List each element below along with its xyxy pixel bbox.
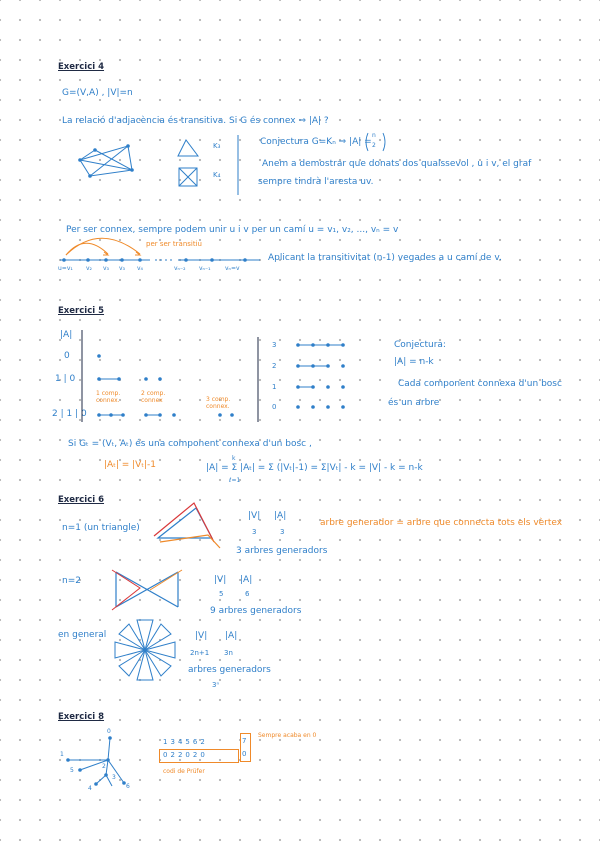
ex6-a-hdr-2: |A| bbox=[240, 575, 253, 585]
ex6-n1-count: 3 arbres generadors bbox=[236, 546, 328, 556]
ex6-n2-a: 6 bbox=[245, 590, 250, 598]
tree-node-5: 5 bbox=[70, 767, 74, 774]
ex5-row-2: 2 | 1 | 0 bbox=[52, 409, 87, 419]
k3-label: K₃ bbox=[213, 142, 221, 150]
ex6-n1-a: 3 bbox=[280, 528, 285, 536]
ex5-note-2: 2 comp. connex bbox=[141, 390, 166, 405]
tree-node-2: 2 bbox=[102, 763, 106, 770]
ex8-title: Exercici 8 bbox=[58, 712, 105, 722]
ex6-arbre-def: arbre generador = arbre que connecta tots els vèrtex bbox=[320, 518, 563, 528]
ex6-v-hdr-3: |V| bbox=[195, 631, 208, 641]
ex5-row-0: 0 bbox=[64, 351, 70, 361]
ex6-v-hdr-2: |V| bbox=[214, 575, 227, 585]
ex5-big-eq: |A| = Σ |Aₜ| = Σ (|Vₜ|-1) = Σ|Vₜ| - k = |V| - k = n-k bbox=[206, 463, 423, 473]
ex6-gen-count2: 3ⁿ bbox=[212, 681, 220, 689]
seq-top-last: 7 bbox=[242, 737, 247, 745]
tree-node-1: 1 bbox=[60, 751, 64, 758]
ex6-gen-a: 3n bbox=[224, 649, 233, 657]
sempre-acaba: Sempre acaba en 0 bbox=[258, 732, 317, 739]
tree-node-4: 4 bbox=[88, 785, 92, 792]
path-label-5: vₙ₋₂ bbox=[174, 265, 186, 272]
ex6-v-hdr-1: |V| bbox=[248, 511, 261, 521]
path-label-4: v₄ bbox=[137, 265, 143, 272]
ex5-right-row-1: 2 bbox=[272, 362, 277, 370]
ex6-n2: n=2 bbox=[62, 576, 81, 586]
tree-node-0: 0 bbox=[107, 728, 111, 735]
path-label-6: vₙ₋₁ bbox=[199, 265, 211, 272]
ex6-gen-v: 2n+1 bbox=[190, 649, 210, 657]
path-label-1: v₂ bbox=[86, 265, 92, 272]
ex6-gen-count1: arbres generadors bbox=[188, 665, 271, 675]
ex5-note-3: 3 comp. connex. bbox=[206, 396, 231, 411]
ex5-right-row-3: 0 bbox=[272, 403, 277, 411]
ex6-n2-v: 5 bbox=[219, 590, 224, 598]
ex5-right-row-0: 3 bbox=[272, 341, 277, 349]
seq-top: 134562 bbox=[163, 738, 208, 746]
path-label-7: vₙ=v bbox=[225, 265, 240, 272]
seq-bot-last: 0 bbox=[242, 750, 247, 758]
seq-bot: 022020 bbox=[163, 751, 208, 759]
ex4-line2: La relació d'adjacència és transitiva. Si G és connex ⇒ |A| ? bbox=[62, 116, 329, 126]
ex4-anem1: Anem a demostrar que donats dos qualssevol , u i v, el graf bbox=[262, 159, 532, 169]
ex5-conj2: |A| = n-k bbox=[394, 357, 434, 367]
ex5-row-1: 1 | 0 bbox=[55, 374, 76, 384]
sum-top: k bbox=[232, 455, 236, 462]
ex5-si: Si Gₜ = (Vₜ, Aₜ) és una component connexa d'un bosc , bbox=[68, 439, 312, 449]
ex6-n1-v: 3 bbox=[252, 528, 257, 536]
ex6-a-hdr-1: |A| bbox=[274, 511, 287, 521]
path-label-2: v₃ bbox=[103, 265, 109, 272]
ex4-conj: Conjectura G=Kₙ ⇒ |A| = bbox=[260, 137, 372, 147]
sum-bot: ℓ=1 bbox=[229, 477, 241, 484]
path-label-3: v₃ bbox=[119, 265, 125, 272]
binom-bot: 2 bbox=[372, 142, 376, 149]
tree-node-3: 3 bbox=[112, 774, 116, 781]
ex5-right-row-2: 1 bbox=[272, 383, 277, 391]
ex4-aplicant: Aplicant la transitivitat (n-1) vegades a u camí de v. bbox=[268, 253, 502, 263]
ex6-n1: n=1 (un triangle) bbox=[62, 523, 140, 533]
ex5-title: Exercici 5 bbox=[58, 306, 105, 316]
ex5-orange-eq: |Aₜ| = |Vₜ|-1 bbox=[104, 460, 156, 470]
ex5-col-header: |A| bbox=[60, 330, 73, 340]
ex5-conj1: Conjectura: bbox=[394, 340, 446, 350]
prufer-code-box bbox=[159, 749, 239, 763]
k4-label: K₄ bbox=[213, 171, 221, 179]
ex6-a-hdr-3: |A| bbox=[225, 631, 238, 641]
ex6-general: en general bbox=[58, 630, 107, 640]
tree-node-6: 6 bbox=[126, 783, 130, 790]
path-label-0: u=v₁ bbox=[58, 265, 73, 272]
ex4-title: Exercici 4 bbox=[58, 62, 105, 72]
ex4-line1: G=(V,A) , |V|=n bbox=[62, 88, 133, 98]
ex5-cada1: Cada component connexa d'un bosc bbox=[398, 379, 562, 389]
ex6-title: Exercici 6 bbox=[58, 495, 105, 505]
ex4-per: Per ser connex, sempre podem unir u i v per un camí u = v₁, v₂, ..., vₙ = v bbox=[66, 225, 399, 235]
ex5-note-1: 1 comp. connex. bbox=[96, 390, 121, 405]
ex5-cada2: és un arbre bbox=[388, 398, 440, 408]
binom-top: n bbox=[372, 132, 376, 139]
ex6-n2-count: 9 arbres generadors bbox=[210, 606, 302, 616]
codi-prufer: codi de Prüfer bbox=[163, 768, 205, 775]
per-ser-transitiu: per ser transitiu bbox=[146, 240, 202, 248]
ex4-anem2: sempre tindrà l'aresta uv. bbox=[258, 177, 374, 187]
